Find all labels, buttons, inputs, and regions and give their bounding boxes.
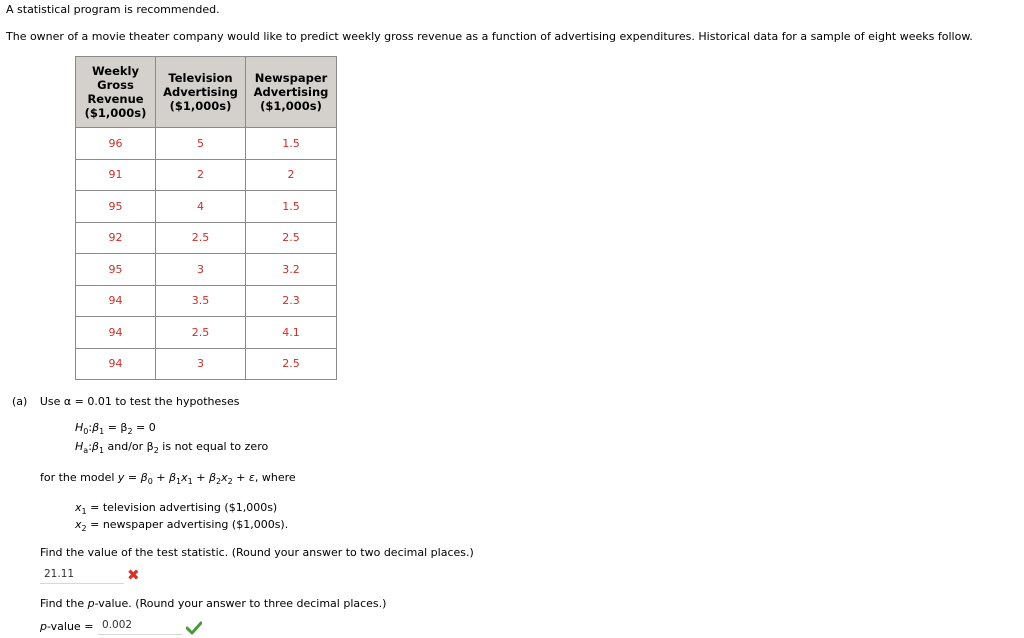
revenue-cell: 94 (76, 348, 156, 380)
correct-check-icon (186, 621, 202, 635)
newspaper-cell: 2.3 (246, 285, 337, 317)
recommend-note: A statistical program is recommended. (6, 3, 220, 16)
part-a-intro (12, 395, 240, 408)
tv-cell: 3 (156, 254, 246, 286)
model-statement: for the model $y = \beta_0 + \beta_1x_1 + \beta_2x_2 + \varepsilon$, where (40, 471, 296, 486)
newspaper-cell: 2.5 (246, 348, 337, 380)
revenue-cell: 94 (76, 285, 156, 317)
revenue-cell: 95 (76, 254, 156, 286)
part-label: (a) (12, 395, 28, 408)
test-statistic-question: Find the value of the test statistic. (Round your answer to two decimal places.) (40, 546, 474, 559)
data-table (75, 56, 337, 380)
table-row (76, 222, 337, 254)
p-value-question: Find the p-value. (Round your answer to three decimal places.) (40, 597, 387, 610)
incorrect-x-icon: ✖ (127, 566, 140, 584)
header-television-advertising: Television Advertising ($1,000s) (156, 57, 246, 128)
table-row (76, 285, 337, 317)
null-hypothesis: $H_0:\beta_1 = \beta_2 = 0$ (75, 421, 156, 436)
newspaper-cell: 1.5 (246, 191, 337, 223)
tv-cell: 2 (156, 159, 246, 191)
newspaper-cell: 2 (246, 159, 337, 191)
table-row (76, 317, 337, 349)
tv-cell: 2.5 (156, 222, 246, 254)
newspaper-cell: 1.5 (246, 128, 337, 160)
tv-cell: 5 (156, 128, 246, 160)
problem-intro: The owner of a movie theater company would like to predict weekly gross revenue as a function of advertising expenditures. Historical data for a sample of eight weeks follow. (6, 30, 973, 43)
table-row (76, 128, 337, 160)
table-row (76, 159, 337, 191)
alternative-hypothesis: $H_a:\beta_1$ and/or $\beta_2$ is not equal to zero (75, 440, 269, 455)
revenue-cell: 91 (76, 159, 156, 191)
tv-cell: 3.5 (156, 285, 246, 317)
revenue-cell: 94 (76, 317, 156, 349)
x2-definition: $x_2$ = newspaper advertising ($1,000s). (75, 518, 289, 533)
tv-cell: 4 (156, 191, 246, 223)
newspaper-cell: 3.2 (246, 254, 337, 286)
tv-cell: 2.5 (156, 317, 246, 349)
revenue-cell: 92 (76, 222, 156, 254)
revenue-cell: 95 (76, 191, 156, 223)
header-newspaper-advertising: Newspaper Advertising ($1,000s) (246, 57, 337, 128)
revenue-cell: 96 (76, 128, 156, 160)
newspaper-cell: 2.5 (246, 222, 337, 254)
use-alpha-text: Use α = 0.01 to test the hypotheses (39, 395, 240, 408)
p-value-label: p-value = (40, 620, 94, 633)
test-statistic-answer-field[interactable]: 21.11 (40, 566, 124, 584)
table-row (76, 348, 337, 380)
newspaper-cell: 4.1 (246, 317, 337, 349)
x1-definition: $x_1$ = television advertising ($1,000s) (75, 501, 278, 516)
table-row (76, 254, 337, 286)
header-weekly-gross-revenue: Weekly Gross Revenue ($1,000s) (76, 57, 156, 128)
table-header-row (76, 57, 337, 128)
p-value-answer-field[interactable]: 0.002 (98, 617, 182, 635)
table-row (76, 191, 337, 223)
tv-cell: 3 (156, 348, 246, 380)
